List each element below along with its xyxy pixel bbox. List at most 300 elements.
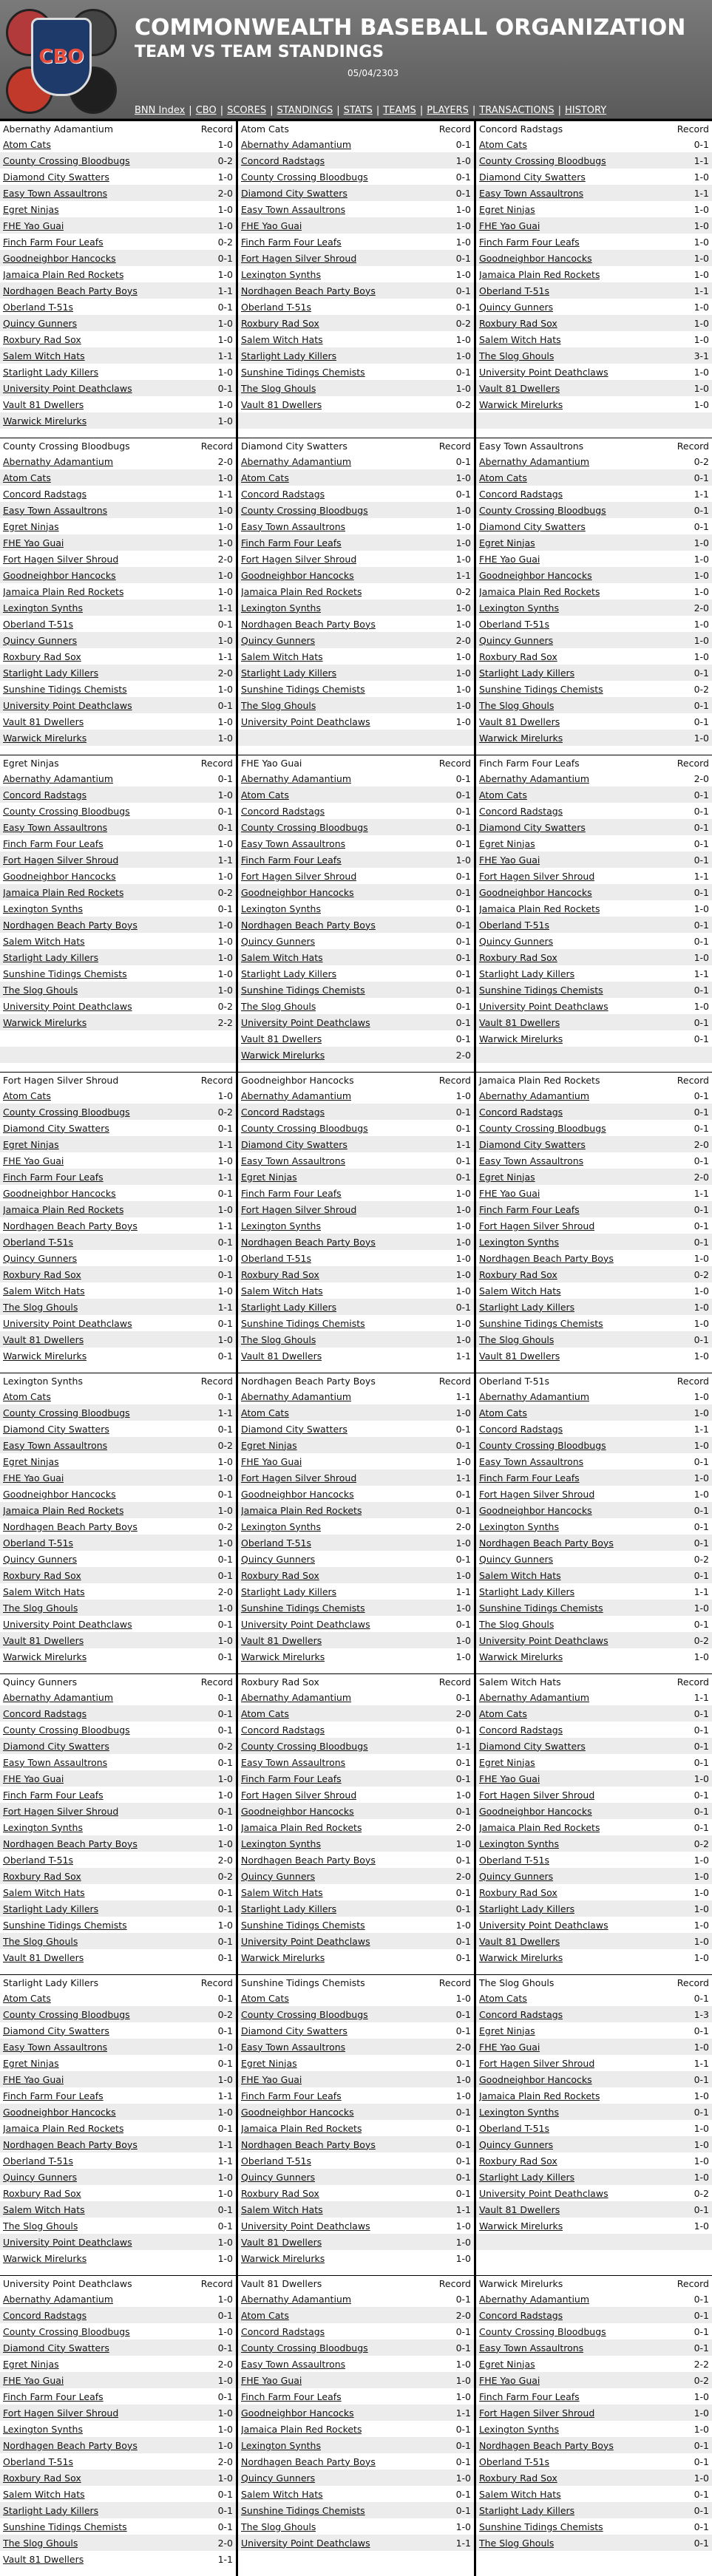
opponent-link[interactable]: Concord Radstags: [3, 2309, 87, 2321]
opponent-link[interactable]: Goodneighbor Hancocks: [3, 1488, 116, 1500]
opponent-link[interactable]: University Point Deathclaws: [241, 1016, 370, 1028]
opponent-link[interactable]: Goodneighbor Hancocks: [479, 569, 592, 581]
opponent-link[interactable]: Fort Hagen Silver Shroud: [3, 854, 119, 866]
opponent-link[interactable]: Starlight Lady Killers: [241, 1903, 337, 1914]
opponent-link[interactable]: Roxbury Rad Sox: [479, 2472, 557, 2484]
opponent-link[interactable]: Starlight Lady Killers: [479, 1586, 575, 1597]
opponent-link[interactable]: Vault 81 Dwellers: [3, 2553, 84, 2565]
opponent-link[interactable]: FHE Yao Guai: [241, 1455, 302, 1467]
opponent-link[interactable]: Jamaica Plain Red Rockets: [479, 2090, 600, 2101]
opponent-link[interactable]: Egret Ninjas: [479, 537, 535, 548]
opponent-link[interactable]: Jamaica Plain Red Rockets: [241, 1504, 362, 1516]
opponent-link[interactable]: County Crossing Bloodbugs: [241, 2342, 368, 2354]
opponent-link[interactable]: Goodneighbor Hancocks: [479, 252, 592, 264]
opponent-link[interactable]: The Slog Ghouls: [479, 2537, 555, 2549]
opponent-link[interactable]: Quincy Gunners: [241, 1553, 316, 1565]
opponent-link[interactable]: Nordhagen Beach Party Boys: [241, 2138, 376, 2150]
opponent-link[interactable]: Warwick Mirelurks: [241, 1651, 325, 1662]
opponent-link[interactable]: FHE Yao Guai: [479, 854, 540, 866]
opponent-link[interactable]: Easy Town Assaultrons: [241, 1756, 346, 1768]
opponent-link[interactable]: Fort Hagen Silver Shroud: [241, 553, 357, 565]
opponent-link[interactable]: Starlight Lady Killers: [241, 1301, 337, 1313]
opponent-link[interactable]: Vault 81 Dwellers: [479, 1350, 560, 1362]
opponent-link[interactable]: Vault 81 Dwellers: [241, 1033, 322, 1044]
opponent-link[interactable]: Oberland T-51s: [3, 618, 73, 630]
opponent-link[interactable]: Egret Ninjas: [3, 1455, 59, 1467]
opponent-link[interactable]: Oberland T-51s: [3, 2155, 73, 2167]
opponent-link[interactable]: Goodneighbor Hancocks: [479, 1805, 592, 1817]
opponent-link[interactable]: Oberland T-51s: [3, 1236, 73, 1248]
opponent-link[interactable]: Salem Witch Hats: [479, 1569, 561, 1581]
opponent-link[interactable]: Abernathy Adamantium: [241, 1390, 352, 1402]
opponent-link[interactable]: Salem Witch Hats: [479, 2488, 561, 2500]
opponent-link[interactable]: Concord Radstags: [3, 488, 87, 500]
opponent-link[interactable]: Egret Ninjas: [3, 1138, 59, 1150]
opponent-link[interactable]: The Slog Ghouls: [479, 699, 555, 711]
opponent-link[interactable]: Concord Radstags: [479, 805, 563, 817]
opponent-link[interactable]: Jamaica Plain Red Rockets: [3, 1504, 124, 1516]
opponent-link[interactable]: Concord Radstags: [241, 2325, 325, 2337]
opponent-link[interactable]: Roxbury Rad Sox: [241, 1268, 319, 1280]
opponent-link[interactable]: Easy Town Assaultrons: [3, 1439, 108, 1451]
opponent-link[interactable]: Warwick Mirelurks: [241, 2252, 325, 2264]
opponent-link[interactable]: County Crossing Bloodbugs: [3, 2008, 130, 2020]
opponent-link[interactable]: Fort Hagen Silver Shroud: [3, 1805, 119, 1817]
opponent-link[interactable]: Oberland T-51s: [241, 1252, 311, 1264]
opponent-link[interactable]: Roxbury Rad Sox: [241, 1569, 319, 1581]
opponent-link[interactable]: Easy Town Assaultrons: [3, 821, 108, 833]
opponent-link[interactable]: Concord Radstags: [3, 789, 87, 801]
opponent-link[interactable]: Jamaica Plain Red Rockets: [3, 268, 124, 280]
nav-link-teams[interactable]: TEAMS: [383, 105, 416, 116]
opponent-link[interactable]: Salem Witch Hats: [3, 2488, 85, 2500]
opponent-link[interactable]: Egret Ninjas: [241, 2057, 297, 2069]
opponent-link[interactable]: Warwick Mirelurks: [479, 398, 563, 410]
opponent-link[interactable]: Roxbury Rad Sox: [3, 333, 81, 345]
opponent-link[interactable]: Roxbury Rad Sox: [479, 1886, 557, 1898]
opponent-link[interactable]: Atom Cats: [479, 1992, 527, 2004]
opponent-link[interactable]: Starlight Lady Killers: [3, 366, 99, 378]
opponent-link[interactable]: Abernathy Adamantium: [3, 1691, 114, 1703]
opponent-link[interactable]: County Crossing Bloodbugs: [241, 2008, 368, 2020]
opponent-link[interactable]: Finch Farm Four Leafs: [479, 1472, 580, 1484]
opponent-link[interactable]: Lexington Synths: [479, 602, 559, 614]
opponent-link[interactable]: Goodneighbor Hancocks: [3, 1187, 116, 1199]
opponent-link[interactable]: Fort Hagen Silver Shroud: [479, 1789, 595, 1801]
opponent-link[interactable]: Jamaica Plain Red Rockets: [3, 585, 124, 597]
opponent-link[interactable]: Abernathy Adamantium: [479, 455, 590, 467]
opponent-link[interactable]: Sunshine Tidings Chemists: [479, 984, 603, 996]
opponent-link[interactable]: Sunshine Tidings Chemists: [241, 366, 365, 378]
opponent-link[interactable]: FHE Yao Guai: [3, 537, 64, 548]
opponent-link[interactable]: Easy Town Assaultrons: [241, 520, 346, 532]
opponent-link[interactable]: Finch Farm Four Leafs: [479, 2390, 580, 2402]
opponent-link[interactable]: County Crossing Bloodbugs: [3, 805, 130, 817]
opponent-link[interactable]: Concord Radstags: [479, 488, 563, 500]
opponent-link[interactable]: University Point Deathclaws: [241, 1935, 370, 1947]
opponent-link[interactable]: Jamaica Plain Red Rockets: [241, 2423, 362, 2435]
opponent-link[interactable]: Easy Town Assaultrons: [241, 2358, 346, 2370]
opponent-link[interactable]: Vault 81 Dwellers: [479, 382, 560, 394]
opponent-link[interactable]: Oberland T-51s: [3, 1854, 73, 1866]
opponent-link[interactable]: Starlight Lady Killers: [479, 667, 575, 679]
opponent-link[interactable]: Goodneighbor Hancocks: [479, 886, 592, 898]
opponent-link[interactable]: Warwick Mirelurks: [241, 1049, 325, 1061]
opponent-link[interactable]: Easy Town Assaultrons: [241, 2041, 346, 2053]
opponent-link[interactable]: Egret Ninjas: [479, 1171, 535, 1183]
opponent-link[interactable]: Salem Witch Hats: [479, 1285, 561, 1297]
opponent-link[interactable]: Vault 81 Dwellers: [241, 398, 322, 410]
nav-link-scores[interactable]: SCORES: [227, 105, 267, 116]
opponent-link[interactable]: Nordhagen Beach Party Boys: [3, 2439, 138, 2451]
opponent-link[interactable]: Finch Farm Four Leafs: [3, 2090, 104, 2101]
opponent-link[interactable]: The Slog Ghouls: [241, 2521, 316, 2532]
opponent-link[interactable]: University Point Deathclaws: [3, 1317, 132, 1329]
opponent-link[interactable]: Starlight Lady Killers: [241, 968, 337, 979]
opponent-link[interactable]: Vault 81 Dwellers: [3, 1634, 84, 1646]
opponent-link[interactable]: Quincy Gunners: [3, 1553, 78, 1565]
opponent-link[interactable]: Easy Town Assaultrons: [3, 2041, 108, 2053]
opponent-link[interactable]: Easy Town Assaultrons: [479, 187, 584, 199]
opponent-link[interactable]: The Slog Ghouls: [241, 699, 316, 711]
opponent-link[interactable]: University Point Deathclaws: [241, 1618, 370, 1630]
opponent-link[interactable]: Lexington Synths: [3, 602, 83, 614]
opponent-link[interactable]: Oberland T-51s: [479, 1854, 549, 1866]
nav-link-transactions[interactable]: TRANSACTIONS: [479, 105, 555, 116]
opponent-link[interactable]: Oberland T-51s: [241, 1537, 311, 1549]
opponent-link[interactable]: County Crossing Bloodbugs: [3, 1106, 130, 1118]
opponent-link[interactable]: Salem Witch Hats: [241, 650, 323, 662]
opponent-link[interactable]: Vault 81 Dwellers: [3, 398, 84, 410]
opponent-link[interactable]: Egret Ninjas: [3, 203, 59, 215]
opponent-link[interactable]: Oberland T-51s: [3, 2456, 73, 2467]
opponent-link[interactable]: Abernathy Adamantium: [241, 772, 352, 784]
opponent-link[interactable]: Finch Farm Four Leafs: [479, 1203, 580, 1215]
opponent-link[interactable]: FHE Yao Guai: [479, 2374, 540, 2386]
opponent-link[interactable]: Easy Town Assaultrons: [3, 504, 108, 516]
opponent-link[interactable]: Goodneighbor Hancocks: [3, 569, 116, 581]
opponent-link[interactable]: University Point Deathclaws: [3, 2236, 132, 2248]
opponent-link[interactable]: Jamaica Plain Red Rockets: [479, 268, 600, 280]
opponent-link[interactable]: Salem Witch Hats: [3, 1586, 85, 1597]
opponent-link[interactable]: Quincy Gunners: [479, 301, 554, 313]
opponent-link[interactable]: Quincy Gunners: [479, 1553, 554, 1565]
opponent-link[interactable]: The Slog Ghouls: [479, 1618, 555, 1630]
opponent-link[interactable]: Jamaica Plain Red Rockets: [3, 886, 124, 898]
opponent-link[interactable]: University Point Deathclaws: [3, 382, 132, 394]
opponent-link[interactable]: Vault 81 Dwellers: [241, 1634, 322, 1646]
opponent-link[interactable]: Lexington Synths: [241, 1838, 321, 1849]
opponent-link[interactable]: Quincy Gunners: [3, 1252, 78, 1264]
opponent-link[interactable]: Roxbury Rad Sox: [241, 317, 319, 329]
opponent-link[interactable]: Lexington Synths: [241, 1220, 321, 1231]
opponent-link[interactable]: Roxbury Rad Sox: [3, 1268, 81, 1280]
opponent-link[interactable]: Diamond City Swatters: [479, 171, 586, 183]
opponent-link[interactable]: Salem Witch Hats: [3, 935, 85, 947]
opponent-link[interactable]: Roxbury Rad Sox: [479, 650, 557, 662]
opponent-link[interactable]: Finch Farm Four Leafs: [241, 236, 342, 248]
opponent-link[interactable]: Quincy Gunners: [479, 634, 554, 646]
opponent-link[interactable]: Vault 81 Dwellers: [479, 716, 560, 727]
opponent-link[interactable]: Goodneighbor Hancocks: [241, 2106, 354, 2118]
opponent-link[interactable]: Oberland T-51s: [3, 1537, 73, 1549]
opponent-link[interactable]: Abernathy Adamantium: [241, 455, 352, 467]
opponent-link[interactable]: Salem Witch Hats: [241, 2203, 323, 2215]
opponent-link[interactable]: University Point Deathclaws: [241, 716, 370, 727]
opponent-link[interactable]: Atom Cats: [3, 1390, 51, 1402]
opponent-link[interactable]: Egret Ninjas: [479, 837, 535, 849]
opponent-link[interactable]: Fort Hagen Silver Shroud: [241, 1789, 357, 1801]
opponent-link[interactable]: Finch Farm Four Leafs: [3, 2390, 104, 2402]
opponent-link[interactable]: FHE Yao Guai: [479, 220, 540, 231]
opponent-link[interactable]: Roxbury Rad Sox: [3, 2187, 81, 2199]
opponent-link[interactable]: Goodneighbor Hancocks: [241, 886, 354, 898]
opponent-link[interactable]: Sunshine Tidings Chemists: [241, 1317, 365, 1329]
opponent-link[interactable]: Sunshine Tidings Chemists: [241, 2504, 365, 2516]
opponent-link[interactable]: Egret Ninjas: [479, 2358, 535, 2370]
opponent-link[interactable]: Roxbury Rad Sox: [479, 2155, 557, 2167]
opponent-link[interactable]: Egret Ninjas: [241, 1171, 297, 1183]
opponent-link[interactable]: Nordhagen Beach Party Boys: [241, 285, 376, 296]
opponent-link[interactable]: Concord Radstags: [241, 1106, 325, 1118]
opponent-link[interactable]: Vault 81 Dwellers: [241, 1350, 322, 1362]
opponent-link[interactable]: Roxbury Rad Sox: [479, 1268, 557, 1280]
opponent-link[interactable]: Diamond City Swatters: [479, 821, 586, 833]
opponent-link[interactable]: Sunshine Tidings Chemists: [479, 1602, 603, 1614]
opponent-link[interactable]: Roxbury Rad Sox: [479, 317, 557, 329]
opponent-link[interactable]: Egret Ninjas: [3, 520, 59, 532]
opponent-link[interactable]: County Crossing Bloodbugs: [479, 1122, 606, 1134]
opponent-link[interactable]: Quincy Gunners: [3, 317, 78, 329]
opponent-link[interactable]: Salem Witch Hats: [3, 2203, 85, 2215]
opponent-link[interactable]: Egret Ninjas: [479, 2025, 535, 2036]
opponent-link[interactable]: Sunshine Tidings Chemists: [479, 2521, 603, 2532]
opponent-link[interactable]: Easy Town Assaultrons: [3, 187, 108, 199]
opponent-link[interactable]: Fort Hagen Silver Shroud: [241, 870, 357, 882]
opponent-link[interactable]: Egret Ninjas: [3, 2358, 59, 2370]
opponent-link[interactable]: Goodneighbor Hancocks: [3, 252, 116, 264]
opponent-link[interactable]: Salem Witch Hats: [3, 1886, 85, 1898]
opponent-link[interactable]: Concord Radstags: [479, 1106, 563, 1118]
opponent-link[interactable]: County Crossing Bloodbugs: [3, 154, 130, 166]
opponent-link[interactable]: University Point Deathclaws: [241, 2537, 370, 2549]
opponent-link[interactable]: Lexington Synths: [241, 2439, 321, 2451]
opponent-link[interactable]: Abernathy Adamantium: [3, 772, 114, 784]
opponent-link[interactable]: Fort Hagen Silver Shroud: [3, 553, 119, 565]
opponent-link[interactable]: Goodneighbor Hancocks: [241, 1805, 354, 1817]
opponent-link[interactable]: Finch Farm Four Leafs: [241, 1773, 342, 1784]
opponent-link[interactable]: Abernathy Adamantium: [241, 2293, 352, 2305]
opponent-link[interactable]: University Point Deathclaws: [479, 366, 608, 378]
nav-link-players[interactable]: PLAYERS: [427, 105, 469, 116]
opponent-link[interactable]: Starlight Lady Killers: [241, 350, 337, 361]
opponent-link[interactable]: FHE Yao Guai: [241, 2374, 302, 2386]
opponent-link[interactable]: FHE Yao Guai: [3, 1773, 64, 1784]
opponent-link[interactable]: Salem Witch Hats: [3, 350, 85, 361]
opponent-link[interactable]: Lexington Synths: [479, 2423, 559, 2435]
opponent-link[interactable]: Lexington Synths: [3, 1821, 83, 1833]
opponent-link[interactable]: Diamond City Swatters: [3, 2342, 109, 2354]
opponent-link[interactable]: Atom Cats: [241, 1992, 289, 2004]
opponent-link[interactable]: Warwick Mirelurks: [3, 1016, 87, 1028]
opponent-link[interactable]: FHE Yao Guai: [479, 1187, 540, 1199]
opponent-link[interactable]: Roxbury Rad Sox: [241, 2187, 319, 2199]
opponent-link[interactable]: The Slog Ghouls: [3, 2220, 78, 2232]
opponent-link[interactable]: Nordhagen Beach Party Boys: [241, 919, 376, 931]
opponent-link[interactable]: Diamond City Swatters: [3, 1740, 109, 1752]
opponent-link[interactable]: Oberland T-51s: [479, 618, 549, 630]
opponent-link[interactable]: Starlight Lady Killers: [3, 1903, 99, 1914]
opponent-link[interactable]: Lexington Synths: [479, 1838, 559, 1849]
opponent-link[interactable]: Diamond City Swatters: [241, 187, 347, 199]
opponent-link[interactable]: FHE Yao Guai: [3, 220, 64, 231]
opponent-link[interactable]: Abernathy Adamantium: [241, 138, 352, 150]
nav-link-bnn-index[interactable]: BNN Index: [135, 105, 186, 116]
opponent-link[interactable]: Goodneighbor Hancocks: [3, 2106, 116, 2118]
opponent-link[interactable]: Warwick Mirelurks: [479, 2220, 563, 2232]
opponent-link[interactable]: Warwick Mirelurks: [479, 1951, 563, 1963]
opponent-link[interactable]: Goodneighbor Hancocks: [241, 569, 354, 581]
opponent-link[interactable]: Vault 81 Dwellers: [3, 716, 84, 727]
opponent-link[interactable]: University Point Deathclaws: [3, 699, 132, 711]
opponent-link[interactable]: Easy Town Assaultrons: [479, 2342, 584, 2354]
opponent-link[interactable]: FHE Yao Guai: [3, 2374, 64, 2386]
opponent-link[interactable]: Nordhagen Beach Party Boys: [241, 1854, 376, 1866]
opponent-link[interactable]: Warwick Mirelurks: [479, 1033, 563, 1044]
opponent-link[interactable]: County Crossing Bloodbugs: [241, 821, 368, 833]
opponent-link[interactable]: Fort Hagen Silver Shroud: [479, 2407, 595, 2419]
opponent-link[interactable]: Salem Witch Hats: [241, 1886, 323, 1898]
opponent-link[interactable]: Easy Town Assaultrons: [3, 1756, 108, 1768]
opponent-link[interactable]: Finch Farm Four Leafs: [241, 854, 342, 866]
opponent-link[interactable]: University Point Deathclaws: [479, 2187, 608, 2199]
opponent-link[interactable]: FHE Yao Guai: [241, 220, 302, 231]
opponent-link[interactable]: Quincy Gunners: [241, 2472, 316, 2484]
opponent-link[interactable]: The Slog Ghouls: [241, 1000, 316, 1012]
opponent-link[interactable]: Atom Cats: [479, 472, 527, 483]
opponent-link[interactable]: Vault 81 Dwellers: [3, 1951, 84, 1963]
opponent-link[interactable]: Lexington Synths: [241, 602, 321, 614]
opponent-link[interactable]: Sunshine Tidings Chemists: [3, 2521, 127, 2532]
opponent-link[interactable]: Oberland T-51s: [479, 2122, 549, 2134]
opponent-link[interactable]: University Point Deathclaws: [479, 1000, 608, 1012]
opponent-link[interactable]: Abernathy Adamantium: [241, 1090, 352, 1101]
opponent-link[interactable]: Lexington Synths: [479, 1520, 559, 1532]
opponent-link[interactable]: Warwick Mirelurks: [3, 732, 87, 744]
opponent-link[interactable]: FHE Yao Guai: [479, 2041, 540, 2053]
opponent-link[interactable]: Concord Radstags: [3, 1707, 87, 1719]
opponent-link[interactable]: Concord Radstags: [479, 2309, 563, 2321]
opponent-link[interactable]: University Point Deathclaws: [241, 2220, 370, 2232]
opponent-link[interactable]: Atom Cats: [241, 472, 289, 483]
opponent-link[interactable]: Jamaica Plain Red Rockets: [241, 1821, 362, 1833]
opponent-link[interactable]: The Slog Ghouls: [3, 1602, 78, 1614]
opponent-link[interactable]: FHE Yao Guai: [479, 553, 540, 565]
opponent-link[interactable]: Goodneighbor Hancocks: [3, 870, 116, 882]
opponent-link[interactable]: Starlight Lady Killers: [3, 951, 99, 963]
opponent-link[interactable]: Abernathy Adamantium: [3, 455, 114, 467]
opponent-link[interactable]: Nordhagen Beach Party Boys: [241, 2456, 376, 2467]
opponent-link[interactable]: Oberland T-51s: [479, 2456, 549, 2467]
opponent-link[interactable]: Finch Farm Four Leafs: [479, 236, 580, 248]
opponent-link[interactable]: Atom Cats: [479, 1407, 527, 1418]
opponent-link[interactable]: Warwick Mirelurks: [479, 1651, 563, 1662]
opponent-link[interactable]: Goodneighbor Hancocks: [241, 2407, 354, 2419]
opponent-link[interactable]: Nordhagen Beach Party Boys: [3, 1220, 138, 1231]
opponent-link[interactable]: The Slog Ghouls: [3, 984, 78, 996]
opponent-link[interactable]: FHE Yao Guai: [241, 2073, 302, 2085]
opponent-link[interactable]: Warwick Mirelurks: [3, 1651, 87, 1662]
opponent-link[interactable]: FHE Yao Guai: [3, 1472, 64, 1484]
opponent-link[interactable]: Easy Town Assaultrons: [241, 1155, 346, 1166]
opponent-link[interactable]: Vault 81 Dwellers: [3, 1333, 84, 1345]
opponent-link[interactable]: Oberland T-51s: [241, 301, 311, 313]
opponent-link[interactable]: Nordhagen Beach Party Boys: [479, 2439, 614, 2451]
opponent-link[interactable]: County Crossing Bloodbugs: [3, 1724, 130, 1736]
opponent-link[interactable]: Diamond City Swatters: [3, 171, 109, 183]
nav-link-history[interactable]: HISTORY: [565, 105, 607, 116]
opponent-link[interactable]: County Crossing Bloodbugs: [3, 2325, 130, 2337]
opponent-link[interactable]: Roxbury Rad Sox: [3, 1569, 81, 1581]
opponent-link[interactable]: Finch Farm Four Leafs: [3, 1171, 104, 1183]
opponent-link[interactable]: Lexington Synths: [241, 903, 321, 914]
opponent-link[interactable]: Starlight Lady Killers: [3, 2504, 99, 2516]
opponent-link[interactable]: Finch Farm Four Leafs: [3, 236, 104, 248]
opponent-link[interactable]: Atom Cats: [241, 1707, 289, 1719]
opponent-link[interactable]: Fort Hagen Silver Shroud: [241, 1203, 357, 1215]
opponent-link[interactable]: Starlight Lady Killers: [479, 2171, 575, 2183]
opponent-link[interactable]: Easy Town Assaultrons: [479, 1155, 584, 1166]
opponent-link[interactable]: Quincy Gunners: [479, 1870, 554, 1882]
opponent-link[interactable]: Starlight Lady Killers: [479, 968, 575, 979]
opponent-link[interactable]: Concord Radstags: [241, 488, 325, 500]
opponent-link[interactable]: Finch Farm Four Leafs: [3, 1789, 104, 1801]
opponent-link[interactable]: Starlight Lady Killers: [3, 667, 99, 679]
opponent-link[interactable]: Starlight Lady Killers: [479, 1903, 575, 1914]
opponent-link[interactable]: Atom Cats: [241, 2309, 289, 2321]
opponent-link[interactable]: Roxbury Rad Sox: [3, 650, 81, 662]
opponent-link[interactable]: County Crossing Bloodbugs: [241, 1122, 368, 1134]
opponent-link[interactable]: Jamaica Plain Red Rockets: [241, 585, 362, 597]
opponent-link[interactable]: County Crossing Bloodbugs: [479, 504, 606, 516]
opponent-link[interactable]: Finch Farm Four Leafs: [241, 2390, 342, 2402]
opponent-link[interactable]: Nordhagen Beach Party Boys: [479, 1537, 614, 1549]
opponent-link[interactable]: Sunshine Tidings Chemists: [241, 1919, 365, 1931]
opponent-link[interactable]: Fort Hagen Silver Shroud: [479, 870, 595, 882]
opponent-link[interactable]: County Crossing Bloodbugs: [3, 1407, 130, 1418]
opponent-link[interactable]: The Slog Ghouls: [479, 350, 555, 361]
opponent-link[interactable]: Easy Town Assaultrons: [241, 837, 346, 849]
opponent-link[interactable]: The Slog Ghouls: [241, 382, 316, 394]
opponent-link[interactable]: Lexington Synths: [479, 2106, 559, 2118]
opponent-link[interactable]: Diamond City Swatters: [479, 1740, 586, 1752]
opponent-link[interactable]: Salem Witch Hats: [241, 2488, 323, 2500]
opponent-link[interactable]: Sunshine Tidings Chemists: [241, 1602, 365, 1614]
opponent-link[interactable]: Starlight Lady Killers: [241, 667, 337, 679]
opponent-link[interactable]: Egret Ninjas: [3, 2057, 59, 2069]
opponent-link[interactable]: Fort Hagen Silver Shroud: [241, 252, 357, 264]
opponent-link[interactable]: Atom Cats: [479, 789, 527, 801]
opponent-link[interactable]: Salem Witch Hats: [241, 333, 323, 345]
opponent-link[interactable]: Quincy Gunners: [241, 1870, 316, 1882]
opponent-link[interactable]: Warwick Mirelurks: [241, 1951, 325, 1963]
opponent-link[interactable]: FHE Yao Guai: [479, 1773, 540, 1784]
opponent-link[interactable]: Atom Cats: [479, 1707, 527, 1719]
opponent-link[interactable]: Salem Witch Hats: [241, 1285, 323, 1297]
opponent-link[interactable]: Goodneighbor Hancocks: [479, 1504, 592, 1516]
cbo-logo[interactable]: [6, 9, 112, 109]
opponent-link[interactable]: Jamaica Plain Red Rockets: [479, 1821, 600, 1833]
